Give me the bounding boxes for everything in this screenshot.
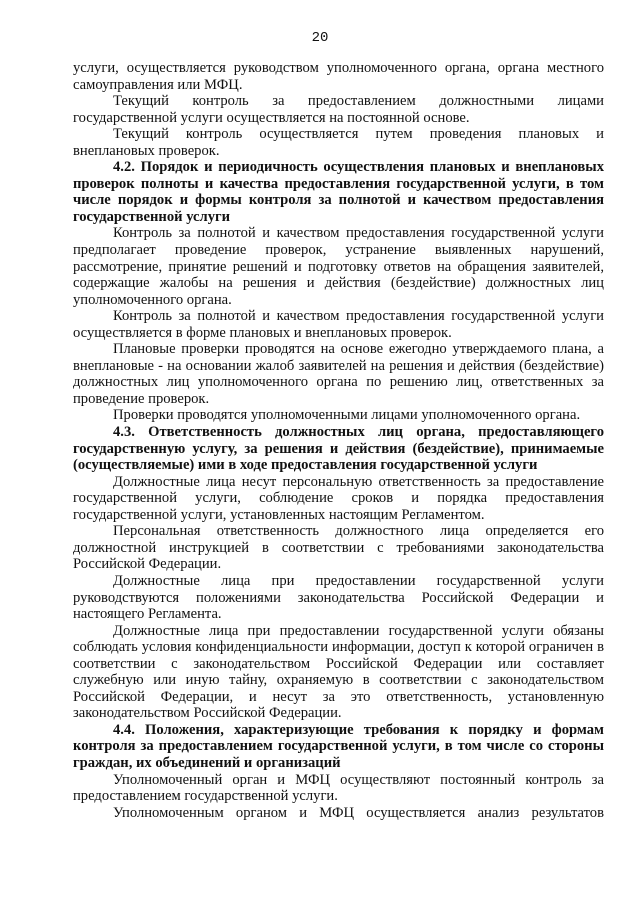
body-paragraph: Должностные лица при предоставлении государственной услуги обязаны соблюдать условия конфиденциальности информации, доступ к которой ограничен в соответствии с законодательством Российской Федерации или составляет служебную или иную тайну, охраняемую в соответствии с законодательством Российской Федерации, и несут за это ответственность, установленную законодательством Российской Федерации. [73,622,604,722]
body-paragraph: Проверки проводятся уполномоченными лицами уполномоченного органа. [113,407,581,424]
body-paragraph: Должностные лица несут персональную ответственность за предоставление государственной услуги, соблюдение сроков и порядка предоставления государственной услуги, установленных настоящим Регламентом. [73,473,604,523]
body-paragraph: Должностные лица при предоставлении государственной услуги руководствуются положениями законодательства Российской Федерации и настоящего Регламента. [73,572,604,623]
page-number: 20 [311,30,329,46]
body-paragraph: Уполномоченный орган и МФЦ осуществляют постоянный контроль за предоставлением государственной услуги. [73,771,604,805]
body-paragraph: Текущий контроль осуществляется путем проведения плановых и внеплановых проверок. [73,126,604,159]
document-body [73,60,604,821]
body-paragraph: Плановые проверки проводятся на основе ежегодно утверждаемого плана, а внеплановые - на основании жалоб заявителей на решения и действия (бездействие) должностных лиц уполномоченного органа по решению лиц, ответственных за проведение проверок. [73,341,604,407]
section-heading: 4.2. Порядок и периодичность осуществления плановых и внеплановых проверок полноты и качества предоставления государственной услуги, в том числе порядок и формы контроля за полнотой и качеством предоставления государственной услуги [73,159,604,225]
body-paragraph: Уполномоченным органом и МФЦ осуществляется анализ результатов [113,804,604,821]
section-heading: 4.4. Положения, характеризующие требования к порядку и формам контроля за предоставлением государственной услуги, в том числе со стороны граждан, их объединений и организаций [73,721,604,771]
body-paragraph: Контроль за полнотой и качеством предоставления государственной услуги осуществляется в форме плановых и внеплановых проверок. [73,308,604,341]
body-paragraph: Текущий контроль за предоставлением должностными лицами государственной услуги осуществляется на постоянной основе. [73,93,604,126]
body-paragraph: Персональная ответственность должностного лица определяется его должностной инструкцией в соответствии с требованиями законодательства Российской Федерации. [73,523,604,573]
section-heading: 4.3. Ответственность должностных лиц органа, предоставляющего государственную услугу, за решения и действия (бездействие), принимаемые (осуществляемые) ими в ходе предоставления государственной услуги [73,424,604,474]
body-paragraph: Контроль за полнотой и качеством предоставления государственной услуги предполагает проведение проверок, устранение выявленных нарушений, рассмотрение, принятие решений и подготовку ответов на обращения заявителей, содержащие жалобы на решения и действия (бездействие) должностных лиц уполномоченного органа. [73,225,604,308]
body-paragraph: услуги, осуществляется руководством уполномоченного органа, органа местного самоуправления или МФЦ. [73,60,604,93]
